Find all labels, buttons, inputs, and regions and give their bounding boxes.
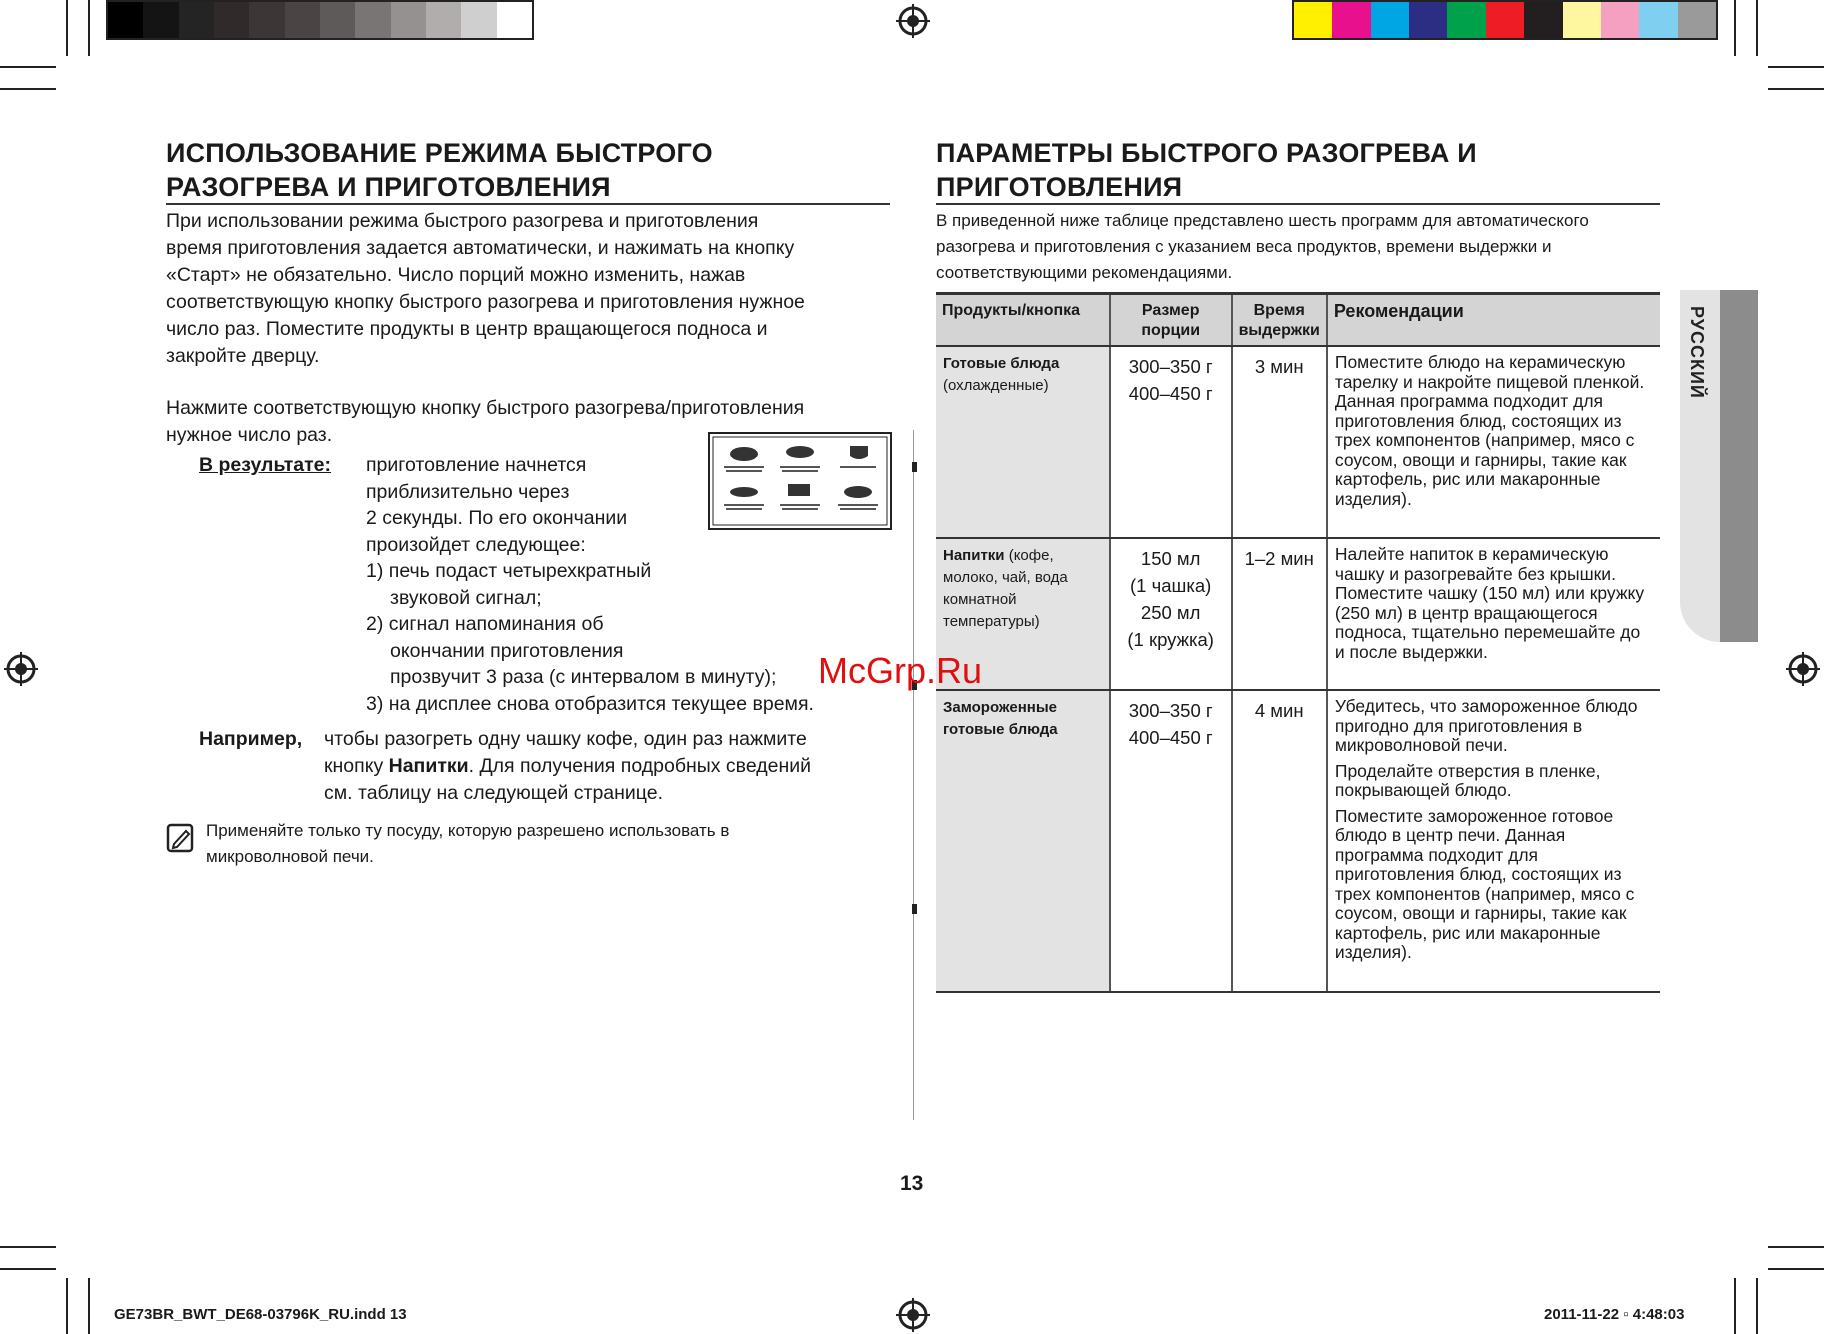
color-swatch — [320, 2, 355, 38]
color-swatch — [1294, 2, 1332, 38]
footer-timestamp: 2011-11-22 ▫ 4:48:03 — [1544, 1306, 1685, 1323]
text-line: произойдет следующее: — [366, 533, 586, 556]
portion-cell — [1110, 346, 1232, 538]
result-label: В результате: — [199, 454, 331, 476]
text-line: чтобы разогреть одну чашку кофе, один раз нажмите — [324, 728, 807, 750]
right-intro-paragraph — [936, 208, 1666, 286]
portion-cell — [1110, 690, 1232, 992]
text-line: закройте дверцу. — [166, 345, 320, 367]
color-swatch — [108, 2, 143, 38]
example-description — [324, 726, 914, 807]
portion-value: (1 чашка) — [1130, 575, 1212, 596]
product-name: Замороженные готовые блюда — [943, 699, 1058, 738]
text-line: 2) сигнал напоминания об — [366, 613, 604, 635]
text-fragment: кнопку — [324, 755, 389, 777]
product-name: Готовые блюда — [943, 355, 1060, 372]
color-swatch — [391, 2, 426, 38]
crop-mark — [66, 0, 68, 56]
color-swatch — [214, 2, 249, 38]
color-swatch — [285, 2, 320, 38]
color-swatch — [1524, 2, 1562, 38]
text-line: соответствующими рекомендациями. — [936, 263, 1233, 282]
recommendation-cell — [1327, 538, 1660, 690]
text-line: окончании приготовления — [390, 639, 624, 662]
crop-mark — [0, 1268, 56, 1270]
right-heading-line: ПАРАМЕТРЫ БЫСТРОГО РАЗОГРЕВА И — [936, 138, 1477, 168]
recommendation-text: Поместите замороженное готовое блюдо в центр печи. Данная программа подходит для приготовления блюд, состоящих из трех компонентов (например, мясо с соусом, овощи и гарниры, такие как картофель, рис или макаронные изделия). — [1334, 805, 1635, 962]
product-name: Напитки — [943, 547, 1005, 564]
product-cell — [936, 690, 1110, 992]
crop-mark — [1756, 1278, 1758, 1334]
text-line: При использовании режима быстрого разогрева и приготовления — [166, 210, 759, 232]
time-cell: 1–2 мин — [1232, 538, 1327, 690]
portion-cell — [1110, 538, 1232, 690]
text-line — [324, 753, 914, 780]
crop-mark — [1734, 1278, 1736, 1334]
registration-mark-icon — [896, 4, 930, 38]
crop-mark — [1768, 1268, 1824, 1270]
color-swatch — [1447, 2, 1485, 38]
divider-tick — [912, 904, 917, 914]
text-line: соответствующую кнопку быстрого разогрева и приготовления нужное — [166, 291, 805, 313]
text-line: 1) печь подаст четырехкратный — [366, 560, 652, 582]
recommendation-cell — [1327, 346, 1660, 538]
portion-value: 250 мл — [1140, 602, 1201, 623]
left-heading-line: РАЗОГРЕВА И ПРИГОТОВЛЕНИЯ — [166, 172, 611, 202]
right-heading-rule — [936, 203, 1660, 205]
language-tab-bar — [1720, 290, 1758, 642]
text-line: число раз. Поместите продукты в центр вращающегося подноса и — [166, 318, 768, 340]
text-line: «Старт» не обязательно. Число порций можно изменить, нажав — [166, 264, 746, 286]
registration-mark-icon — [1786, 652, 1820, 686]
color-swatch — [1601, 2, 1639, 38]
col-header-standing-time: Время выдержки — [1232, 294, 1327, 347]
time-cell: 4 мин — [1232, 690, 1327, 992]
crop-mark — [1734, 0, 1736, 56]
text-line: 2 секунды. По его окончании — [366, 507, 628, 529]
color-swatch — [1639, 2, 1677, 38]
color-swatch — [1563, 2, 1601, 38]
color-swatch — [461, 2, 496, 38]
product-cell — [936, 346, 1110, 538]
right-heading-line: ПРИГОТОВЛЕНИЯ — [936, 172, 1183, 202]
portion-value: 400–450 г — [1128, 383, 1213, 404]
grayscale-color-bar — [106, 0, 534, 40]
footer-file-name: GE73BR_BWT_DE68-03796K_RU.indd 13 — [114, 1306, 407, 1323]
col-header-portion: Размер порции — [1110, 294, 1232, 347]
text-line: см. таблицу на следующей странице. — [324, 782, 664, 804]
crop-mark — [1768, 88, 1824, 90]
color-swatch — [1409, 2, 1447, 38]
crop-mark — [0, 1246, 56, 1248]
example-label: Например, — [199, 728, 303, 750]
table-row — [936, 690, 1660, 992]
left-intro-paragraph — [166, 208, 906, 370]
col-header-recommendations: Рекомендации — [1327, 294, 1660, 347]
crop-mark — [1768, 1246, 1824, 1248]
watermark-text: McGrp.Ru — [818, 650, 983, 691]
portion-value: 300–350 г — [1128, 356, 1213, 377]
text-line: приблизительно через — [366, 480, 570, 503]
portion-value: 150 мл — [1140, 548, 1201, 569]
text-fragment: . Для получения подробных сведений — [468, 755, 812, 777]
color-swatch — [143, 2, 178, 38]
recommendation-text: Убедитесь, что замороженное блюдо пригодно для приготовления в микроволновой печи. — [1334, 696, 1638, 755]
product-note: (кофе, молоко, чай, вода комнатной температуры) — [943, 547, 1068, 630]
recommendation-cell — [1327, 690, 1660, 992]
note-text — [206, 818, 906, 870]
crop-mark — [1768, 66, 1824, 68]
registration-mark-icon — [4, 652, 38, 686]
color-swatch — [497, 2, 532, 38]
color-swatch — [249, 2, 284, 38]
portion-value: 400–450 г — [1128, 727, 1213, 748]
text-line: время приготовления задается автоматически, и нажимать на кнопку — [166, 237, 795, 259]
time-cell: 3 мин — [1232, 346, 1327, 538]
text-line: Применяйте только ту посуду, которую разрешено использовать в — [206, 821, 730, 840]
text-line: микроволновой печи. — [206, 847, 374, 866]
crop-mark — [88, 0, 90, 56]
quick-cook-table — [936, 292, 1660, 993]
crop-mark — [1756, 0, 1758, 56]
text-line: разогрева и приготовления с указанием веса продуктов, времени выдержки и — [936, 237, 1552, 256]
left-heading — [166, 136, 896, 204]
text-line: звуковой сигнал; — [390, 586, 542, 609]
table-header-row — [936, 294, 1660, 347]
left-heading-line: ИСПОЛЬЗОВАНИЕ РЕЖИМА БЫСТРОГО — [166, 138, 713, 168]
color-swatch — [179, 2, 214, 38]
drinks-button-name: Напитки — [388, 755, 469, 777]
language-tab-label: РУССКИЙ — [1687, 306, 1707, 399]
text-line: прозвучит 3 раза (с интервалом в минуту); — [390, 666, 777, 688]
col-header-product: Продукты/кнопка — [936, 294, 1110, 347]
recommendation-text: Налейте напиток в керамическую чашку и разогревайте без крышки. Поместите чашку (150 мл) или кружку (250 мл) в центр вращающегося подноса, тщательно перемешайте до и после выдержки. — [1334, 544, 1645, 662]
text-line: В приведенной ниже таблице представлено шесть программ для автоматического — [936, 211, 1589, 230]
color-swatch — [355, 2, 390, 38]
table-row — [936, 346, 1660, 538]
color-swatch — [1371, 2, 1409, 38]
table-row — [936, 538, 1660, 690]
page-number: 13 — [900, 1172, 924, 1195]
text-line: нужное число раз. — [166, 424, 333, 446]
text-line: приготовление начнется — [366, 454, 587, 476]
recommendation-text: Проделайте отверстия в пленке, покрывающей блюдо. — [1334, 760, 1601, 800]
process-color-bar — [1292, 0, 1718, 40]
text-line: Нажмите соответствующую кнопку быстрого разогрева/приготовления — [166, 397, 805, 419]
recommendation-text: Поместите блюдо на керамическую тарелку и накройте пищевой пленкой. Данная программа подходит для приготовления блюд, состоящих из трех компонентов (например, мясо с соусом, овощи и гарниры, такие как картофель, рис или макаронные изделия). — [1334, 352, 1645, 509]
color-swatch — [1332, 2, 1370, 38]
crop-mark — [66, 1278, 68, 1334]
crop-mark — [0, 66, 56, 68]
color-swatch — [1678, 2, 1716, 38]
color-swatch — [426, 2, 461, 38]
color-swatch — [1486, 2, 1524, 38]
crop-mark — [0, 88, 56, 90]
right-heading — [936, 136, 1666, 204]
crop-mark — [88, 1278, 90, 1334]
registration-mark-icon — [896, 1298, 930, 1332]
product-note: (охлажденные) — [943, 377, 1049, 394]
portion-value: 300–350 г — [1128, 700, 1213, 721]
left-heading-rule — [166, 203, 890, 205]
portion-value: (1 кружка) — [1127, 629, 1214, 650]
text-line: 3) на дисплее снова отобразится текущее время. — [366, 692, 814, 715]
note-pencil-icon — [166, 822, 196, 854]
